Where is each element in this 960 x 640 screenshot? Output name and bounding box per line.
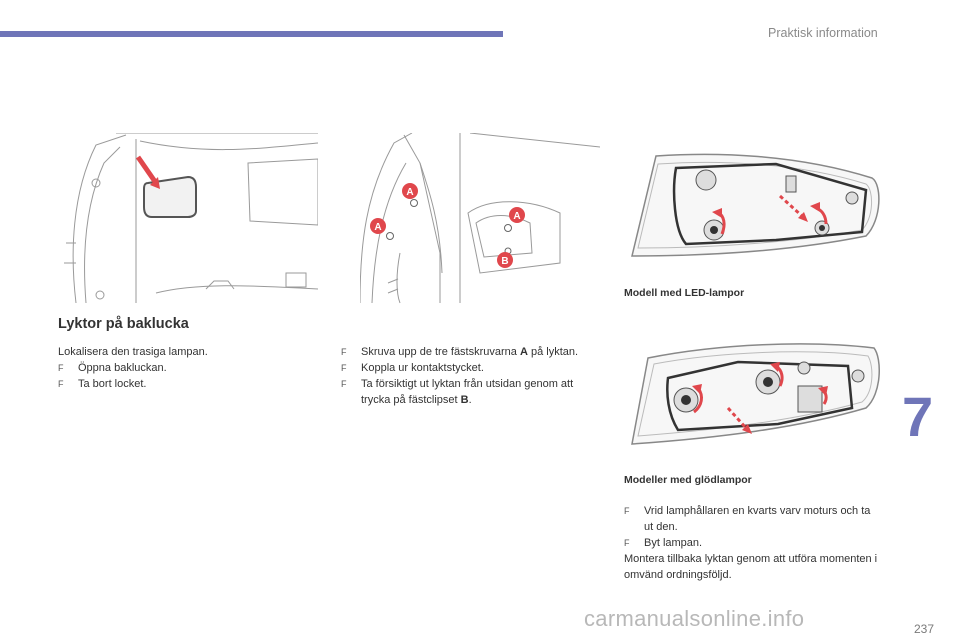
svg-text:B: B — [501, 256, 509, 267]
svg-text:A: A — [513, 211, 521, 222]
bullet-mark: F — [341, 347, 347, 357]
list-item: F Vrid lamphållaren en kvarts varv moturs och ta ut den. — [624, 505, 871, 533]
list-item: F Öppna bakluckan. — [58, 362, 167, 374]
tailgate-cover-illustration — [56, 133, 318, 305]
list-item: F Skruva upp de tre fästskruvarna A på lyktan. — [341, 346, 579, 358]
list-item: F Ta försiktigt ut lyktan från utsidan genom att trycka på fästclipset B. — [341, 378, 574, 406]
screw-a-label-2 — [370, 218, 386, 234]
list-item: F Ta bort locket. — [58, 378, 147, 390]
bullet-mark: F — [624, 506, 630, 516]
instructions-column-2 — [341, 344, 591, 408]
bullet-mark: F — [58, 379, 64, 389]
bullet-mark: F — [341, 363, 347, 373]
bullet-mark: F — [341, 379, 347, 389]
header-accent-bar — [0, 31, 503, 37]
chapter-number: 7 — [902, 385, 934, 448]
bulb-model-caption: Modeller med glödlampor — [624, 474, 752, 486]
header-title: Praktisk information — [768, 26, 878, 40]
screw-reference: A — [519, 346, 528, 358]
bulb-lamp-illustration — [628, 338, 882, 448]
bullet-mark: F — [58, 363, 64, 373]
led-lamp-illustration — [626, 150, 882, 262]
section-title: Lyktor på baklucka — [58, 316, 189, 332]
clip-reference: B — [460, 394, 469, 406]
bullet-mark: F — [624, 538, 630, 548]
list-item: F Byt lampan. — [624, 537, 703, 549]
screw-a-label-1 — [402, 183, 418, 199]
list-item: F Koppla ur kontaktstycket. — [341, 362, 484, 374]
intro-text: Lokalisera den trasiga lampan. — [58, 346, 208, 358]
svg-text:A: A — [406, 187, 414, 198]
instructions-column-1 — [58, 344, 308, 392]
svg-text:A: A — [374, 222, 382, 233]
lamp-screws-illustration — [360, 133, 600, 305]
page-number: 237 — [914, 622, 935, 636]
watermark: carmanualsonline.info — [584, 606, 805, 631]
screw-a-label-3 — [509, 207, 525, 223]
led-model-caption: Modell med LED-lampor — [624, 287, 745, 299]
clip-b-label — [497, 252, 513, 268]
instructions-column-3 — [624, 503, 878, 583]
outro-text: Montera tillbaka lyktan genom att utföra momenten i omvänd ordningsföljd. — [624, 553, 878, 581]
